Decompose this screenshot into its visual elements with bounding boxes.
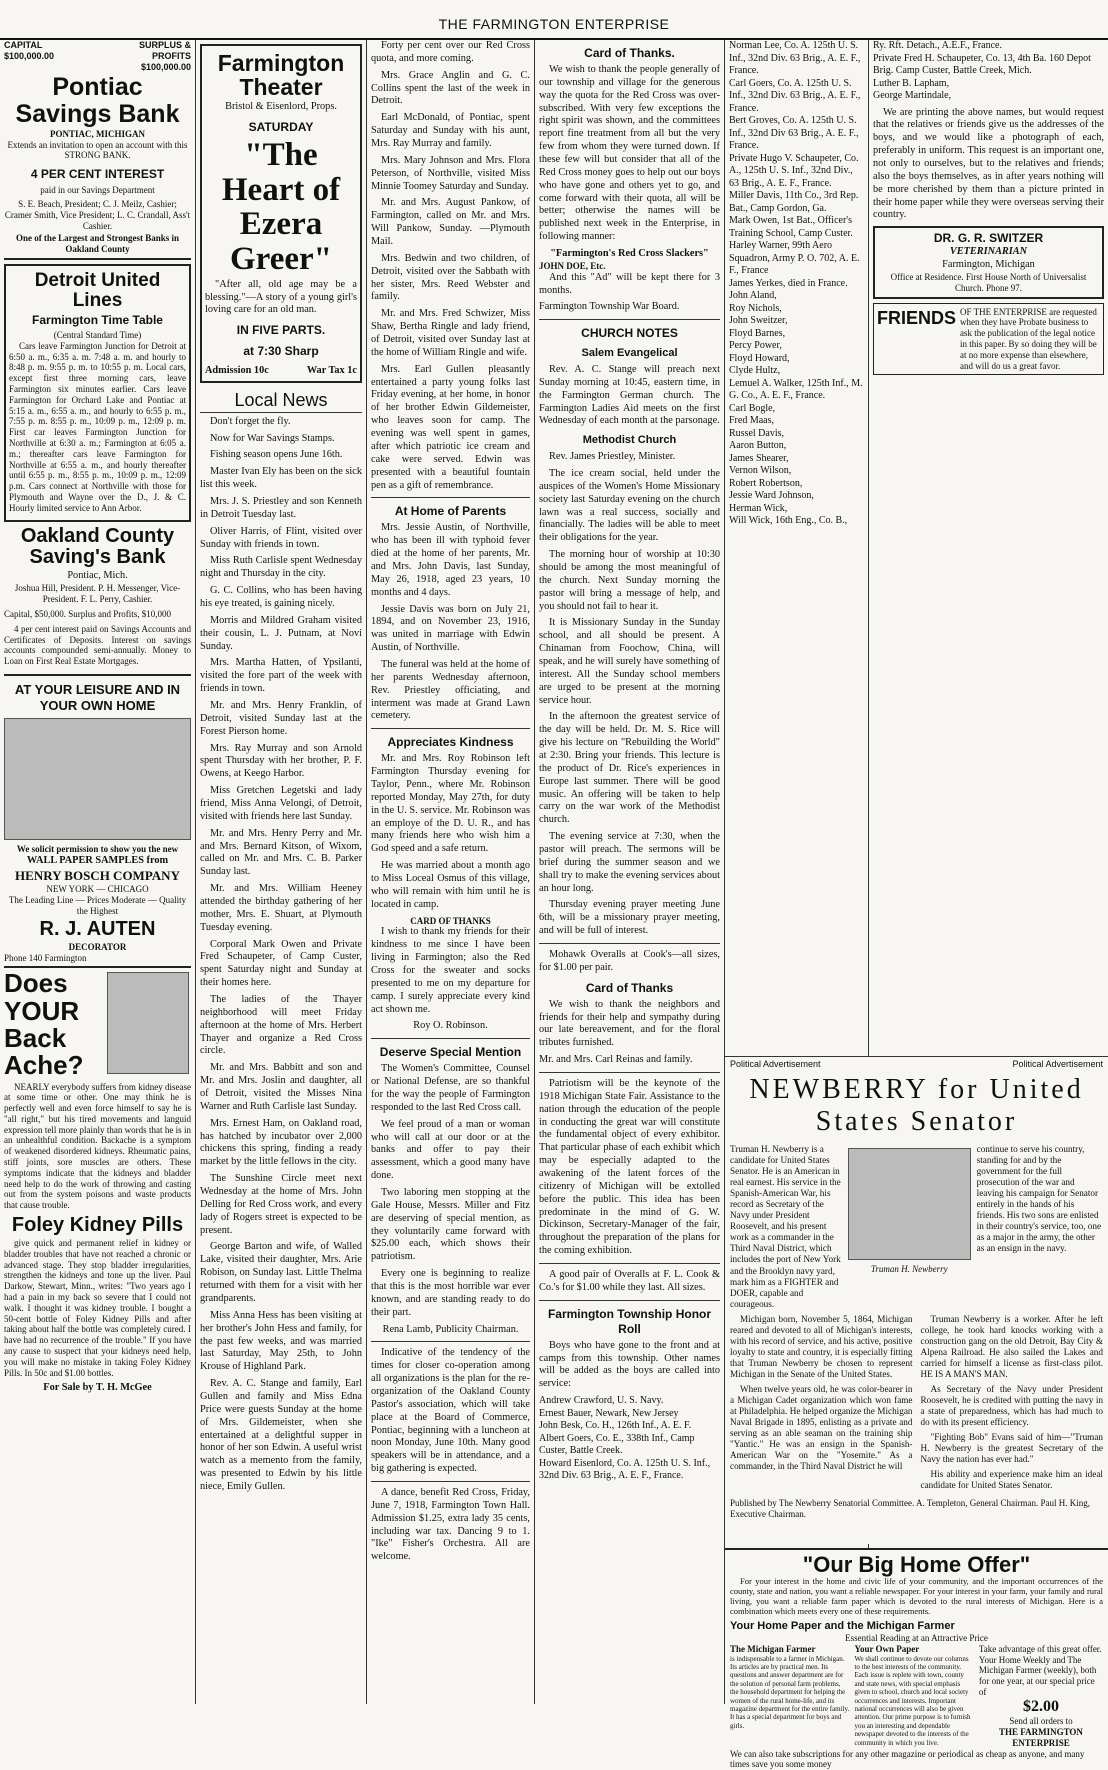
- methodist-title: Methodist Church: [582, 434, 677, 447]
- honor-roll-name: Mark Owen, 1st Bat., Officer's Training School, Camp Custer.: [729, 215, 853, 239]
- luncheon-notice: Indicative of the tendency of the times for closer co-operation among all organizations is the plan for the re-organization of the Oakland County Pastor's association, which will take place at the Board of Commerce, Pontiac, beginning with a luncheon at noon Monday, June 10th. Many good speakers will be in attendance, and a big gathering is expected.: [371, 1347, 530, 1475]
- honor-roll-name: Private Hugo V. Schaupeter, Co. A., 125th U. S. Inf., 32nd Div., 63 Brig., A. E. F., France.: [729, 152, 859, 189]
- home-parents-list: [371, 522, 530, 723]
- card-thanks-signature: Roy O. Robinson.: [413, 1020, 488, 1032]
- home-parents-paragraph: Jessie Davis was born on July 21, 1894, and on November 23, 1916, was united in marriage with Edwin Austin, of Northville.: [371, 603, 530, 654]
- honor-roll-name: Lemuel A. Walker, 125th Inf., M. G. Co., A. E. F., France.: [729, 377, 863, 401]
- offer-to: THE FARMINGTON ENTERPRISE: [998, 1726, 1083, 1748]
- offer-take: Take advantage of this great offer. Your Home Weekly and The Michigan Farmer (weekly), both for one year, at our special price of: [978, 1643, 1102, 1697]
- offer-essential: Essential Reading at an Attractive Price: [845, 1633, 988, 1643]
- honor-roll-name: Herman Wick,: [729, 502, 788, 514]
- card-thanks-2-signature: Mr. and Mrs. Carl Reinas and family.: [539, 1054, 693, 1066]
- newberry-bio-paragraph: "Fighting Bob" Evans said of him—"Truman H. Newberry is the greatest Secretary of the Navy the nation has ever had.": [920, 1431, 1103, 1465]
- honor-roll-name: Clyde Hultz,: [729, 365, 781, 376]
- honor-roll-name: Aaron Button,: [729, 440, 787, 451]
- friends-ad: [873, 303, 1104, 376]
- leisure-cities: NEW YORK — CHICAGO: [46, 884, 149, 895]
- card-thanks-2-body: We wish to thank the neighbors and friends for their help and sympathy during our late bereavement, and for the floral tributes furnished.: [539, 998, 720, 1049]
- wallpaper-ad: [4, 682, 191, 968]
- bank-interest: 4 PER CENT INTEREST: [30, 167, 165, 182]
- local-news-item: G. C. Collins, who has been having his eye treated, is gaining nicely.: [200, 585, 362, 609]
- offer-subscriptions: We can also take subscriptions for any other magazine or periodical as cheap as anyone, and many times save you some money: [730, 1748, 1085, 1770]
- news-item: Mrs. Mary Johnson and Mrs. Flora Peterson, of Northville, visited Miss Minnie Toomey Saturday and Sunday.: [371, 154, 530, 192]
- theater-day: SATURDAY: [248, 120, 314, 135]
- honor-roll-name: Norman Lee, Co. A. 125th U. S. Inf., 32nd Div. 63 Brig., A. E. F., France.: [729, 40, 861, 76]
- farmer-title: The Michigan Farmer: [730, 1643, 816, 1654]
- local-news-item: George Barton and wife, of Walled Lake, visited their daughter, Mrs. Arie Robison, on Sunday last. Little Thelma returned with them for a visit with her grandparents.: [200, 1241, 362, 1304]
- local-news-title: Local News: [200, 389, 362, 413]
- honor-roll-name: Luther B. Lapham,: [873, 77, 950, 89]
- honor-roll-name: Will Wick, 16th Eng., Co. B.,: [729, 515, 848, 526]
- methodist-paragraph: In the afternoon the greatest service of the day will be held. Dr. M. S. Rice will give his lecture on "Rebuilding the World" at 2:30. Bring your friends. This lecture is the product of Dr. Rice's experiences in Europe last summer. There will be good music. An offering will be taken to help carry on the war work of the Methodist church.: [539, 711, 720, 826]
- dul-subtitle: Farmington Time Table: [32, 312, 163, 327]
- special-mention-paragraph: Two laboring men stopping at the Gale House, Messrs. Miller and Fitz are deserving of special mention, as they voluntarily came forward with $25.00 each, which shows their patriotism.: [371, 1186, 530, 1263]
- pontiac-bank-ad: [4, 40, 191, 260]
- honor-roll-name: George Martindale,: [873, 90, 952, 101]
- room-illustration: [4, 718, 191, 840]
- card-of-thanks-title: Card of Thanks.: [584, 46, 675, 60]
- masthead-title: THE FARMINGTON ENTERPRISE: [438, 16, 670, 32]
- paper-body: We shall continue to devote our columns to the best interests of the community. Each issue is replete with town, county and state news, with special emphasis given to school, church and local society occurrences and interests. Important national occurrences will also be given attention. Our prime purpose is to furnish you an interesting and dependable newspaper devoted to the interests of the community in which you live.: [854, 1654, 971, 1747]
- local-news-item: Miss Anna Hess has been visiting at her brother's John Hess and family, for the past few weeks, and was married last Saturday, May 25th, to John Krouse of Highland Park.: [200, 1309, 362, 1373]
- news-item: Forty per cent over our Red Cross quota, and more coming.: [371, 40, 530, 64]
- local-news-item: The ladies of the Thayer neighborhood will meet Friday afternoon at the home of Mrs. Herbert Thayer and organize a Red Cross circle.: [200, 994, 362, 1057]
- offer-title: "Our Big Home Offer": [802, 1552, 1031, 1577]
- bank-name: Pontiac Savings Bank: [15, 73, 180, 128]
- honor-roll-name: Carl Bogle,: [729, 402, 776, 414]
- theater-title: Farmington Theater: [217, 50, 345, 101]
- local-news-item: Don't forget the fly.: [210, 415, 291, 427]
- auten-name: R. J. AUTEN: [39, 917, 156, 940]
- appreciates-paragraph: He was married about a month ago to Miss Loceal Osmus of this village, who will remain with him until he is located in camp.: [371, 860, 530, 910]
- film-title: "The Heart of Ezera Greer": [221, 137, 341, 278]
- pol-label-right: Political Advertisement: [1012, 1059, 1103, 1069]
- bank-city: PONTIAC, MICHIGAN: [49, 128, 145, 139]
- card-of-thanks-body-2: And this "Ad" will be kept there for 3 months.: [539, 271, 720, 296]
- appreciates-paragraph: Mr. and Mrs. Roy Robinson left Farmington Thursday evening for Taylor, Penn., where Mr. Robinson reported Monday, May 27th, for duty in the U. S. service. Mr. Robinson was an employe of the D. U. R., and has many friends here who wish him a God speed and a safe return.: [371, 753, 530, 855]
- offer-body: For your interest in the home and civic life of your community, and the important occurrences of the county, state and nation, you want a reliable newspaper. For your interest in your farm, your family and rural living, you want a reliable farm paper which is devoted to the rural interests of Michigan. Here is a combination which meets every one of these requirements.: [730, 1576, 1103, 1616]
- local-news-item: Mrs. Martha Hatten, of Ypsilanti, visited the fore part of the week with friends in town.: [200, 657, 362, 695]
- dul-standard: (Central Standard Time): [53, 329, 142, 340]
- bank-surplus: SURPLUS & PROFITS $100,000.00: [138, 40, 191, 72]
- news-item: Earl McDonald, of Pontiac, spent Saturday and Sunday with his aunt, Mrs. Ray Murray and family.: [371, 112, 530, 150]
- newberry-bio-paragraph: When twelve years old, he was color-bearer in a Michigan Cadet organization which won fame at Philadelphia. He helped organize the Michigan Naval Brigade in 1895, enlisting as a private and serving as an able seaman on the training ship "Yantic." He was an ensign in the Spanish-American War on the "Yosemite." As a commander, in the Third Naval District he will: [730, 1383, 913, 1472]
- farmer-body: is indispensable to a farmer in Michigan. Its articles are by practical men. Its questions and answer department are for the solution of personal farm problems, the household department for helping the women of the rural home-life, and its magazine department for the entire family. It has a special department for boys and girls.: [730, 1654, 850, 1730]
- kidney-body-2: give quick and permanent relief in kidney or bladder troubles that have not reached a chronic or advanced stage. They stop bladder irregularities, strengthen the kidneys and tone up the liver. Paul Darkow, Stewart, Minn., writes: "Two years ago I had a pain in my back so severe that I could not walk. I thought it was kidney trouble. I bought a 50-cent bottle of Foley Kidney Pills and after taking about half the bottle was completely cured. I have had no recurrence of the trouble." If you have any cause to suspect that your kidneys need help, you will make no mistake in taking Foley Kidney Pills. In 50c and $1.00 bottles.: [4, 1238, 191, 1378]
- newberry-right-text: continue to serve his country, standing for and by the government for the full prosecution of the war and leaving his campaign for Senator entirely in the hands of his friends. His two sons are enlisted in their country's service, too, one as a major in the army, the other as an ensign in the navy.: [976, 1144, 1102, 1254]
- local-news-item: Mrs. Ray Murray and son Arnold spent Thursday with her brother, P. F. Owens, at Keego Harbor.: [200, 742, 362, 780]
- theater-quote: "After all, old age may be a blessing."—A story of a young girl's loving care for an old man.: [205, 278, 357, 316]
- slackers-heading: "Farmington's Red Cross Slackers": [550, 248, 709, 260]
- honor-roll-name: James Shearer,: [729, 452, 789, 464]
- honor-roll-name: Miller Davis, 11th Co., 3rd Rep. Bat., Camp Gordon, Ga.: [729, 190, 859, 214]
- newberry-bio-paragraph: As Secretary of the Navy under President Roosevelt, he is credited with putting the navy in a state of preparedness, which has had much to do with its present efficiency.: [920, 1383, 1103, 1427]
- newberry-title: NEWBERRY for United States Senator: [749, 1073, 1084, 1137]
- special-mention-paragraph: We feel proud of a man or woman who will call at our door or at the banks and offer to pay their assessment, which a good many have done.: [371, 1118, 530, 1182]
- local-news-item: Oliver Harris, of Flint, visited over Sunday with friends in town.: [200, 525, 362, 550]
- oakland-body: 4 per cent interest paid on Savings Accounts and Certificates of Deposits. Interest on savings accounts compounded semi-annually. Money to Loan on First Real Estate Mortgages.: [4, 623, 191, 667]
- col3-items: [371, 40, 530, 492]
- bank-dept: paid in our Savings Department: [40, 185, 155, 196]
- oakland-title: Oakland County Saving's Bank: [20, 525, 175, 569]
- bank-officers: S. E. Beach, President; C. J. Meilz, Cashier; Cramer Smith, Vice President; L. C. Crandall, Ass't Cashier.: [4, 199, 191, 231]
- local-news-item: Mrs. Ernest Ham, on Oakland road, has hatched by incubator over 2,000 chickens this spring, finding a ready market by the little fellows in the city.: [200, 1117, 362, 1168]
- honor-roll-name: John Aland,: [729, 290, 777, 301]
- column-1: [0, 40, 196, 1704]
- appreciates-list: [371, 753, 530, 911]
- dul-title: Detroit United Lines: [34, 270, 161, 311]
- switzer-address: Office at Residence. First House North of Universalist Church. Phone 97.: [890, 271, 1087, 293]
- offer-price: $2.00: [1022, 1697, 1059, 1715]
- honor-roll-name: Bert Groves, Co. A. 125th U. S. Inf., 32nd Div 63 Brig., A. E. F., France.: [729, 115, 859, 151]
- switzer-role: VETERINARIAN: [949, 246, 1028, 258]
- honor-roll-list: [539, 1395, 720, 1483]
- kidney-body: NEARLY everybody suffers from kidney disease at some time or other. One may think he is perfectly well and even force himself to say he is "all right," but his tired movements and languid expression tell more plainly than words that he is in an unhealthful condition. Backache is a symptom of weakened disordered kidneys. Rheumatic pains, stiff joints, sore muscles are others. These symptoms indicate that the kidneys and bladder need help to do the work of throwing and casting out from the system poisons and waste products that cause trouble.: [4, 1081, 191, 1211]
- honor-roll-name: Floyd Barnes,: [729, 327, 786, 339]
- salem-title: Salem Evangelical: [581, 347, 678, 360]
- honor-roll-name: Robert Robertson,: [729, 477, 803, 489]
- newberry-bio-1: [730, 1314, 913, 1495]
- news-item: Mrs. Earl Gullen pleasantly entertained a party young folks last Friday evening, at her home, in honor of her brother Edwin Gildemeister, who leaves soon for camp. The evening was well spent in games, after which patriotic ice cream and cake were served. Edwin was presented with a beautiful fountain pen as a gift of remembrance.: [371, 363, 530, 491]
- oakland-capital: Capital, $50,000. Surplus and Profits, $10,000: [4, 608, 171, 619]
- honor-roll-end: [873, 40, 1104, 103]
- names-request-note: We are printing the above names, but would request that the relatives or friends give us the addresses of the boys, and we would like a photograph of each, preferably in uniform. This request is an important one, not only to ourselves, but to the relatives and friends; also the boys themselves, as in after years nothing will be more cherished by them than a picture printed in their home paper while they were overseas serving their country.: [873, 106, 1104, 221]
- local-news-item: Fishing season opens June 16th.: [210, 449, 343, 461]
- column-3: [367, 40, 535, 1704]
- methodist-paragraph: The ice cream social, held under the auspices of the Women's Home Missionary society last Saturday evening on the church lawn was a real success, socially and financially. The ladies will be able to meet their obligations for the year.: [539, 467, 720, 544]
- theater-time: at 7:30 Sharp: [243, 344, 319, 359]
- home-parents-paragraph: Mrs. Jessie Austin, of Northville, who has been ill with typhoid fever died at the home of her parents, Mr. and Mrs. John Davis, last Sunday, May 26, 1918, aged 23 years, 10 months and 4 days.: [371, 522, 530, 598]
- home-parents-paragraph: The funeral was held at the home of her parents Wednesday afternoon, Rev. Priestley officiating, and interment was made at Grand Lawn cemetery.: [371, 658, 530, 722]
- theater-admission: Admission 10c: [205, 365, 269, 377]
- newberry-bio-paragraph: Truman Newberry is a worker. After he left college, he took hard knocks working with a construction gang on the old Detroit, Bay City & Alpena Railroad. He also sailed the Lakes and carried for himself a license as first-class pilot. HE IS A MAN'S MAN.: [920, 1313, 1103, 1379]
- news-item: Mr. and Mrs. August Pankow, of Farmington, called on Mr. and Mrs. Will Pankow, Sunday. —Plymouth Mail.: [371, 197, 530, 248]
- local-news-item: Mr. and Mrs. Henry Franklin, of Detroit, visited Sunday last at the Forest Pierson home.: [200, 699, 362, 737]
- news-item: Mr. and Mrs. Fred Schwizer, Miss Shaw, Bertha Ringle and lady friend, of Detroit, visited over Sunday last at the home of William Ringle and wife.: [371, 308, 530, 358]
- methodist-paragraph: The evening service at 7:30, when the pastor will preach. The sermons will be brief during the summer season and we shall try to make the evening services about an hour long.: [539, 831, 720, 894]
- leisure-title: AT YOUR LEISURE AND IN YOUR OWN HOME: [14, 681, 181, 714]
- oakland-officers: Joshua Hill, President. P. H. Messenger, Vice-President. F. L. Perry, Cashier.: [14, 583, 181, 605]
- switzer-ad: [873, 226, 1104, 298]
- leisure-tagline: The Leading Line — Prices Moderate — Quality the Highest: [8, 895, 187, 916]
- column-4: [535, 40, 725, 1704]
- home-parents-title: At Home of Parents: [394, 504, 507, 519]
- newberry-publisher: Published by The Newberry Senatorial Committee. A. Templeton, General Chairman. Paul H. King, Executive Chairman.: [730, 1498, 1090, 1519]
- leisure-company: HENRY BOSCH COMPANY: [15, 868, 180, 884]
- news-item: Mrs. Grace Anglin and G. C. Collins spent the last of the week in Detroit.: [371, 69, 530, 107]
- special-mention-list: [371, 1063, 530, 1319]
- local-news-item: Miss Ruth Carlisle spent Wednesday night and Thursday in the city.: [200, 555, 362, 580]
- bank-capital: CAPITAL $100,000.00: [4, 40, 55, 61]
- theater-props: Bristol & Eisenlord, Props.: [225, 101, 337, 113]
- detroit-united-ad: [4, 264, 191, 522]
- masthead: [0, 0, 1108, 40]
- friends-body: OF THE ENTERPRISE are requested when they have Probate business to ask the publication of the legal notice in this paper. By so doing they will be at no more expense than elsewhere, and will do us a great favor.: [960, 306, 1097, 371]
- newberry-bio-paragraph: Michigan born, November 5, 1864, Michigan reared and devoted to all of Michigan's interests, with his record of service, and his active, positive loyalty to state and country, it is especially fitting that Truman Newberry be chosen to represent Michigan in the Senate of the United States.: [730, 1313, 913, 1379]
- appreciates-title: Appreciates Kindness: [387, 735, 514, 750]
- local-news-item: Mr. and Mrs. Babbitt and son and Mr. and Mrs. Joslin and daughter, all of Detroit, visited the Misses Nina Warner and Ruth Carlisle last Sunday.: [200, 1062, 362, 1112]
- offer-subtitle: Your Home Paper and the Michigan Farmer: [730, 1620, 955, 1633]
- leisure-samples: WALL PAPER SAMPLES from: [26, 855, 169, 867]
- honor-roll-name: Albert Goers, Co. E., 338th Inf., Camp Custer, Battle Creek.: [539, 1432, 695, 1457]
- honor-roll-name: Ernest Bauer, Newark, New Jersey: [539, 1407, 679, 1419]
- methodist-list: [539, 451, 720, 938]
- church-notes-title: CHURCH NOTES: [581, 326, 678, 341]
- bank-invite: Extends an invitation to open an account with this STRONG BANK.: [7, 139, 188, 161]
- honor-roll-name: Floyd Howard,: [729, 352, 790, 364]
- card-thanks-title: CARD OF THANKS: [410, 915, 491, 926]
- honor-roll-continued: [729, 40, 864, 528]
- newberry-ad: [725, 1056, 1108, 1544]
- honor-roll-name: Private Fred H. Schaupeter, Co. 13, 4th Ba. 160 Depot Brig. Camp Custer, Battle Creek, Mich.: [873, 52, 1091, 76]
- honor-roll-name: John Besk, Co. H., 126th Inf., A. E. F.: [539, 1420, 692, 1432]
- news-item: Mrs. Bedwin and two children, of Detroit, visited over the Sabbath with her sister, Mrs. Reed Webster and family.: [371, 252, 530, 303]
- special-mention-signature: Rena Lamb, Publicity Chairman.: [382, 1323, 519, 1335]
- local-news-item: Morris and Mildred Graham visited their cousin, L. J. Putnam, at Novi Sunday.: [200, 614, 362, 652]
- local-news-item: Mr. and Mrs. Henry Perry and Mr. and Mrs. Bernard Kitson, of Wixom, called on Mr. and Mrs. C. B. Parker Sunday last.: [200, 827, 362, 878]
- newberry-bio-2: [921, 1314, 1104, 1495]
- switzer-name: DR. G. R. SWITZER: [933, 231, 1044, 246]
- methodist-paragraph: The morning hour of worship at 10:30 should be among the most meaningful of the church. Next Sunday morning the pastor will bring a message of help, and you should not fail to hear it.: [539, 549, 720, 612]
- slackers-name: JOHN DOE, Etc.: [539, 260, 606, 271]
- theater-tax: War Tax 1c: [306, 365, 357, 377]
- kidney-brand: Foley Kidney Pills: [11, 1214, 184, 1237]
- card-of-thanks-signature: Farmington Township War Board.: [539, 301, 680, 313]
- oakland-city: Pontiac, Mich.: [67, 570, 128, 582]
- home-offer-ad: [725, 1548, 1108, 1770]
- honor-roll-name: Jessie Ward Johnson,: [729, 490, 814, 501]
- honor-roll-name: Fred Maas,: [729, 415, 774, 426]
- local-news-list: [200, 416, 362, 1494]
- honor-roll-name: Ry. Rft. Detach., A.E.F., France.: [873, 40, 1002, 51]
- paper-title: Your Own Paper: [854, 1643, 920, 1654]
- kidney-sale: For Sale by T. H. McGee: [43, 1382, 152, 1394]
- local-news-item: Miss Gretchen Legetski and lady friend, Miss Anna Velongi, of Detroit, visited with friends here last Sunday.: [200, 785, 362, 822]
- newberry-left-text: Truman H. Newberry is a candidate for United States Senator. He is an American in real earnest. His service in the Spanish-American War, his record as Secretary of the Navy under President Roosevelt, and his present work as a commander in the Third Naval District, which includes the port of New York and the Brooklyn navy yard, mark him as a FIGHTER and DOER, capable and courageous.: [730, 1144, 841, 1309]
- auten-role: DECORATOR: [68, 941, 127, 952]
- card-thanks-2-title: Card of Thanks: [585, 980, 674, 995]
- offer-send: Send all orders to: [1009, 1716, 1073, 1727]
- overalls-notice: A good pair of Overalls at F. L. Cook & Co.'s for $1.00 while they last. All sizes.: [539, 1269, 720, 1293]
- methodist-paragraph: Thursday evening prayer meeting June 6th, will be a missionary prayer meeting, and will be full of interest.: [539, 899, 720, 937]
- honor-roll-name: Harley Warner, 99th Aero Squadron, Army P. O. 702, A. E. F., France: [729, 240, 860, 276]
- honor-roll-title: Farmington Township Honor Roll: [547, 1306, 712, 1336]
- newberry-bio-paragraph: His ability and experience make him an ideal candidate for United States Senator.: [920, 1469, 1103, 1491]
- leisure-solicit: We solicit permission to show you the new: [16, 844, 179, 855]
- honor-roll-name: Vernon Wilson,: [729, 465, 792, 476]
- local-news-item: Mr. and Mrs. William Heeney attended the birthday gathering of her mother, Mrs. E. Shuart, at Plymouth Tuesday evening.: [200, 883, 362, 933]
- switzer-city: Farmington, Michigan: [942, 259, 1035, 271]
- honor-roll-name: Roy Nichols,: [729, 302, 782, 314]
- honor-roll-name: Russel Davis,: [729, 427, 784, 439]
- honor-roll-name: James Yerkes, died in France.: [729, 277, 848, 289]
- mohawk-notice: Mohawk Overalls at Cook's—all sizes, for $1.00 per pair.: [539, 949, 720, 973]
- bank-tagline: One of the Largest and Strongest Banks in Oakland County: [15, 233, 180, 255]
- local-news-item: Master Ivan Ely has been on the sick list this week.: [200, 466, 362, 491]
- newberry-caption: Truman H. Newberry: [870, 1264, 948, 1275]
- honor-roll-name: Carl Goers, Co. A. 125th U. S. Inf., 32nd Div. 63 Brig., A. E. F., France.: [729, 77, 861, 114]
- local-news-item: Now for War Savings Stamps.: [210, 432, 335, 444]
- special-mention-paragraph: Every one is beginning to realize that this is the most horrible war ever known, and are standing ready to do their part.: [371, 1268, 530, 1318]
- auten-phone: Phone 140 Farmington: [4, 952, 87, 963]
- card-of-thanks-body: We wish to thank the people generally of our township and village for the generous way the quota for the Red Cross was over-subscribed. With very few exceptions the right spirit was shown, and the committees report fine treatment from all but the very few from whom they were turned down. If these few will but consider that all of the Red Cross money goes to help out our boys who have gone and others yet to go, and come forward with their quota, all will be better; otherwise the names will be published next week in the Enterprise, in following manner:: [539, 64, 720, 243]
- special-mention-title: Deserve Special Mention: [379, 1045, 522, 1060]
- theater-ad: [200, 44, 362, 383]
- methodist-paragraph: It is Missionary Sunday in the Sunday school, and all should be present. A Chinaman from Foochow, China, will speak, and he will surely have something of interest. All the Sunday school members are urged to be present at the morning service hour.: [539, 617, 720, 706]
- honor-roll-name: John Sweitzer,: [729, 315, 788, 326]
- salem-body: Rev. A. C. Stange will preach next Sunday morning at 10:45, eastern time, in the Farmington German church. The Farmington Ladies Aid meets on the first Wednesday of each month at the parsonage.: [539, 364, 720, 427]
- pol-label-left: Political Advertisement: [730, 1059, 821, 1069]
- honor-roll-intro: Boys who have gone to the front and at camps from this township. Other names will be added as the boys are called into service:: [539, 1339, 720, 1390]
- dance-notice: A dance, benefit Red Cross, Friday, June 7, 1918, Farmington Town Hall. Admission $1.25, extra lady 35 cents, including war tax. Dancing 9 to 1. "Ike" Fisher's Orchestra. All are welcome.: [371, 1487, 530, 1563]
- honor-roll-name: Percy Power,: [729, 340, 782, 351]
- honor-roll-name: Howard Eisenlord, Co. A. 125th U. S. Inf., 32nd Div. 63 Brig., A. E. F., France.: [539, 1457, 711, 1482]
- local-news-item: Corporal Mark Owen and Private Fred Schaupeter, of Camp Custer, spent Saturday night and Sunday at their homes here.: [200, 938, 362, 989]
- special-mention-paragraph: The Women's Committee, Counsel or National Defense, are so thankful for the way the people of Farmington responded to the last Red Cross call.: [371, 1063, 530, 1113]
- local-news-item: Rev. A. C. Stange and family, Earl Gullen and family and Miss Edna Price were guests Sunday at the home of Mrs. Gildemeister, when she entertained at a delightful supper in honor of her son Edwin. A useful wrist watch as a memento from the family, was presented to Edwin by his little niece, Emily Gullen.: [200, 1378, 362, 1492]
- friends-title: FRIENDS: [877, 307, 957, 328]
- methodist-paragraph: Rev. James Priestley, Minister.: [549, 451, 676, 463]
- oakland-bank-ad: [4, 526, 191, 675]
- card-thanks-body: I wish to thank my friends for their kindness to me since I have been living in Farmington; also the Red Cross for the sweater and socks presented to me on my departure for camp. I surely appreciate every kind act shown me.: [371, 926, 530, 1015]
- honor-roll-name: Andrew Crawford, U. S. Navy.: [539, 1395, 664, 1407]
- local-news-item: Mrs. J. S. Priestley and son Kenneth in Detroit Tuesday last.: [200, 495, 362, 520]
- newberry-portrait: [848, 1148, 971, 1260]
- theater-parts: IN FIVE PARTS.: [236, 323, 326, 338]
- local-news-item: The Sunshine Circle meet next Wednesday at the home of Mrs. John Delling for Red Cross work, and every lady of Rogers street is expected to be present.: [200, 1173, 362, 1236]
- kidney-ad: [4, 968, 191, 1395]
- state-fair-notice: Patriotism will be the keynote of the 1918 Michigan State Fair. Assistance to the nation through the education of the people in conducting the great war will constitute the fundamental object of every exhibitor. That particular phase of each exhibit which may be especially adapted to the awakening of the latent forces of the citizenry of Michigan will be extolled before the public. This idea has been predominate in the mind of G. W. Dickinson, Secretary-Manager of the fair, throughout the preparation of the plans for the coming exhibition.: [539, 1078, 720, 1257]
- dul-body: Cars leave Farmington Junction for Detroit at 6:50 a. m., 6:35 a. m. 7:48 a. m. and hourly to 8:48 p. m. 9:55 p. m. to 10:55 p. m. Local cars, except first three morning cars, leave Farmington six minutes earlier. Cars leave Farmington for Orchard Lake and Pontiac at 5:15 a. m., 6:55 a. m., and hourly to 6:55 p. m., 7:55 p. m. 8:55 p. m., 10:09 p. m., 12:09 p. m. First car leaves Farmington Junction for Northville at 6:30 a. m.; Farmington at 6:05 a. m.; thereafter cars leave Farmington for Northville at 6:55 a. m., and hourly thereafter until 6:55 p. m., 8:55 p. m., 10:09 p. m., 12:09 p.m. Cars connect at Northville with those for Plymouth and Wayne over the D., J. & C. Hourly limited service to Ann Arbor.: [9, 340, 186, 513]
- column-2: [196, 40, 367, 1704]
- kidney-headline: Does YOUR Back Ache?: [4, 968, 84, 1081]
- man-illustration: [107, 972, 189, 1074]
